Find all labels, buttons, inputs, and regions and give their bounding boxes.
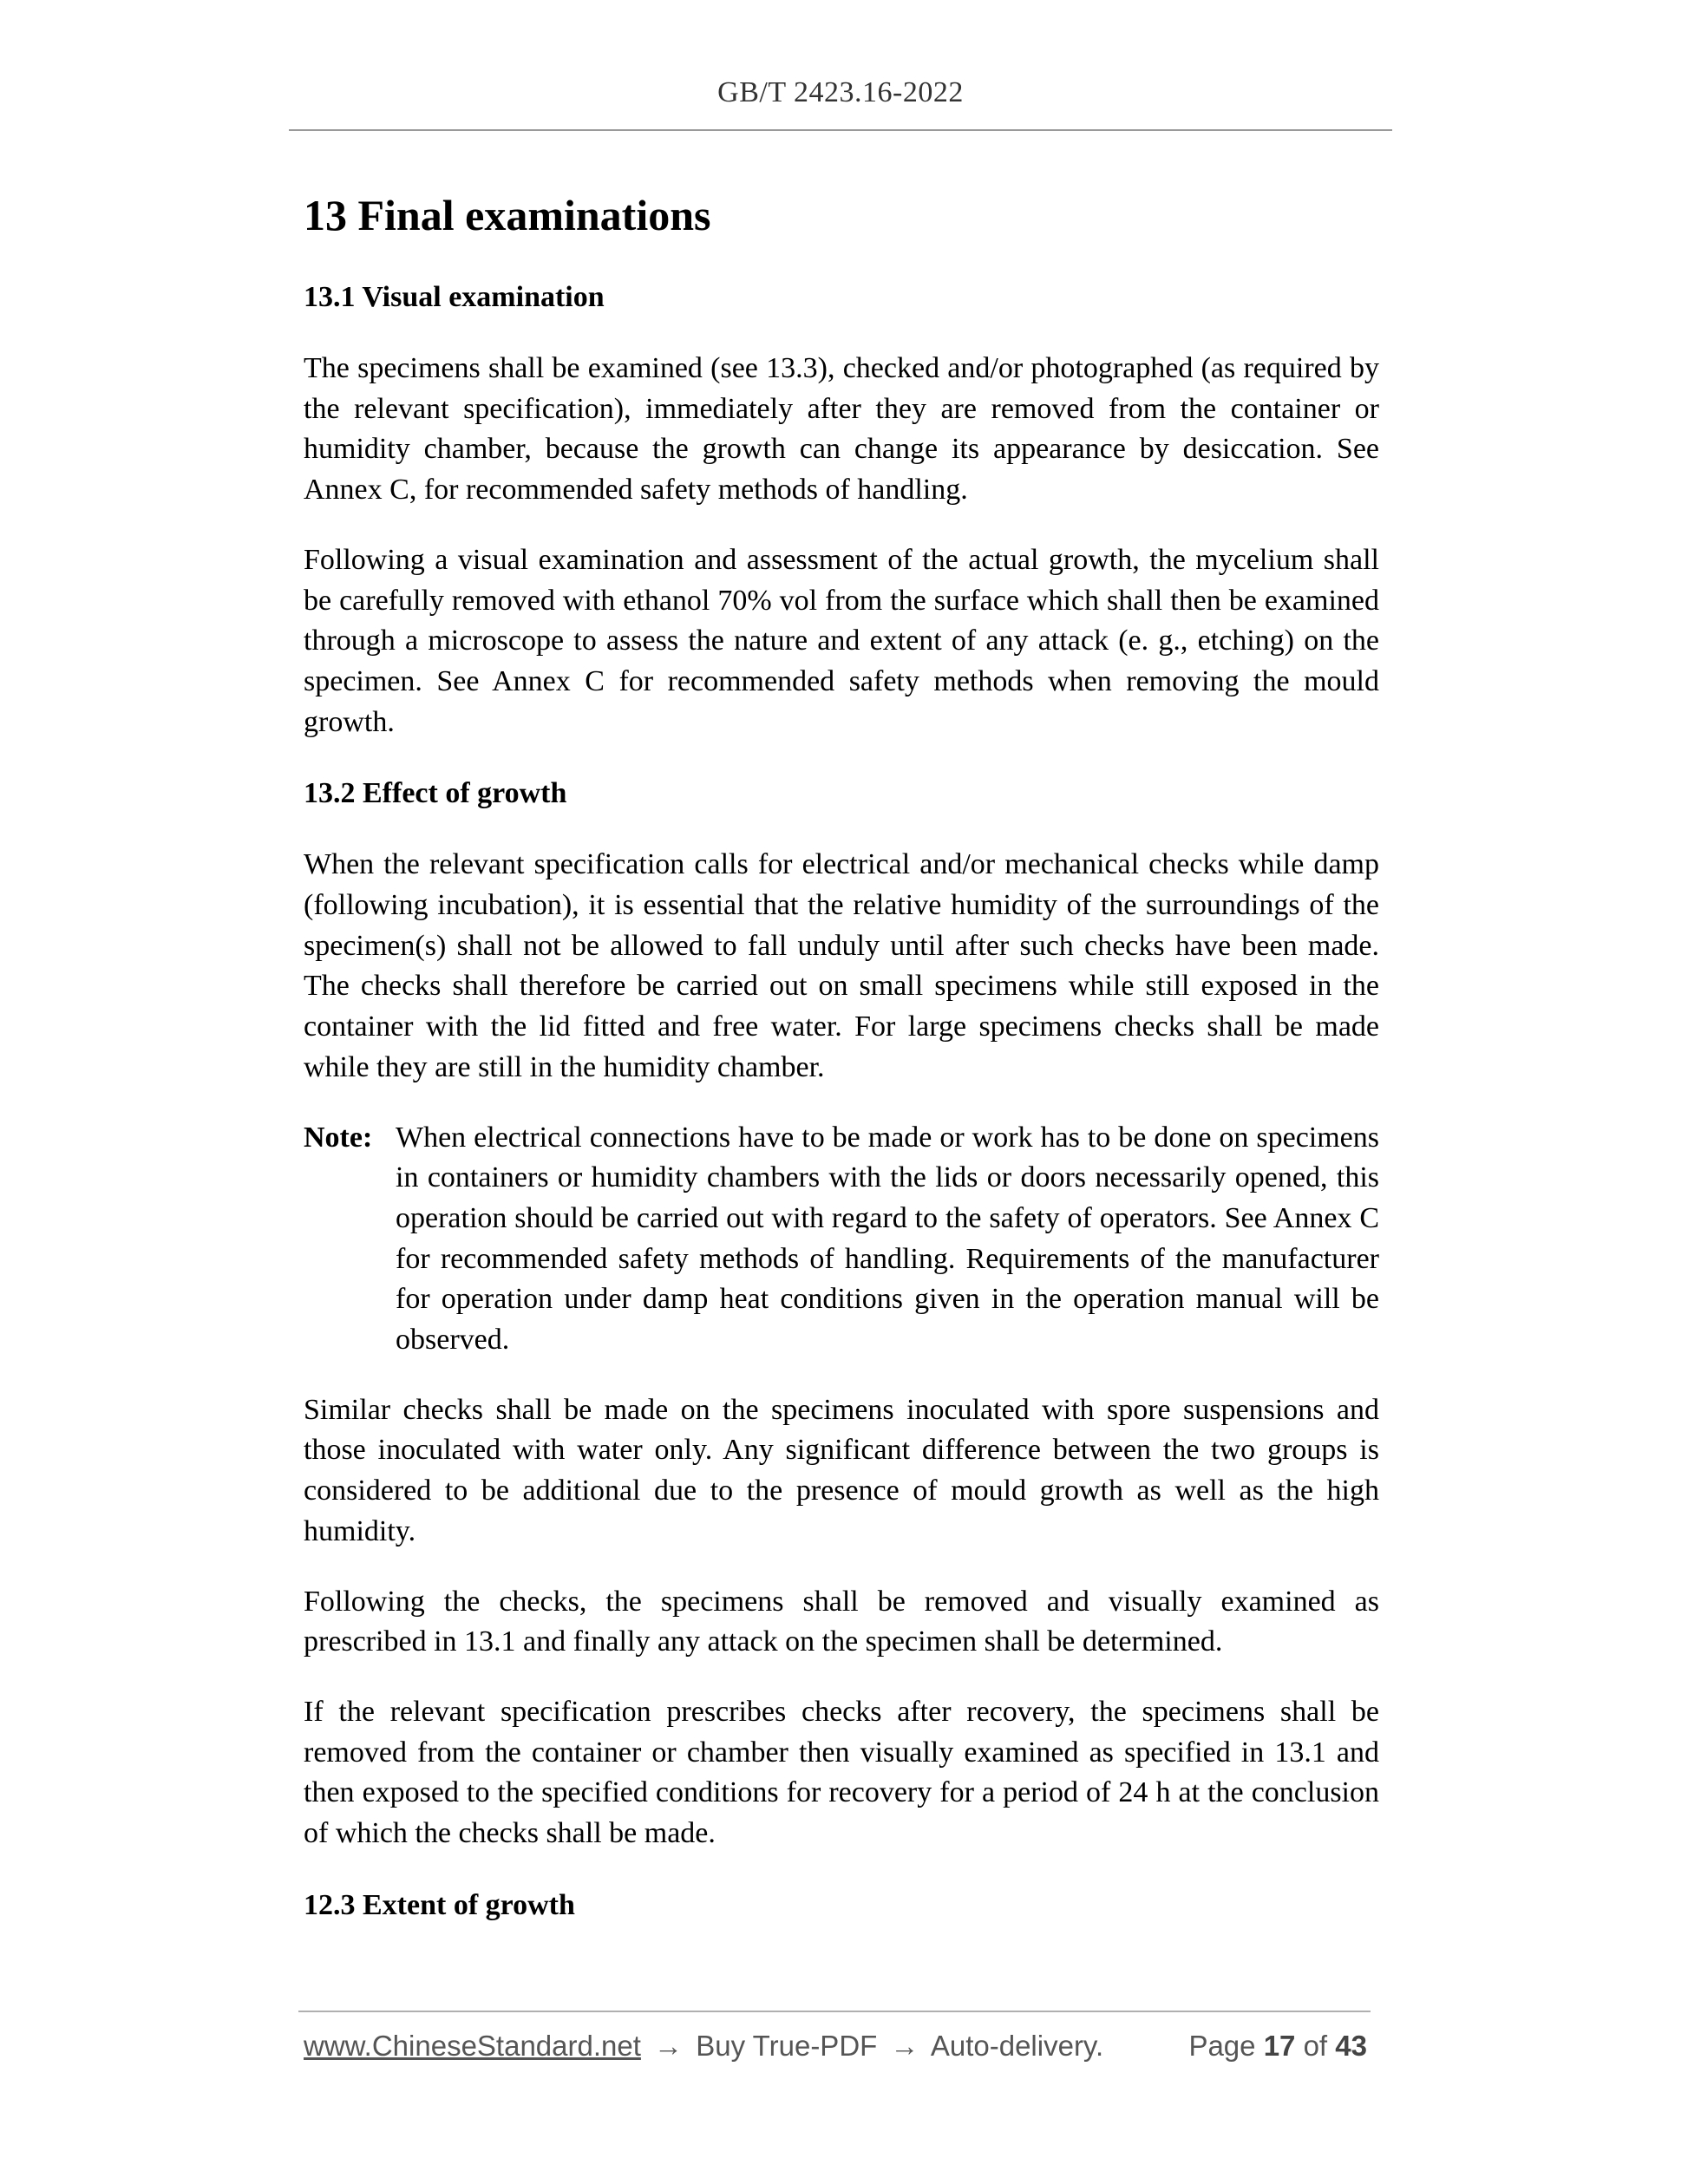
page-body — [304, 173, 1379, 1927]
paragraph: Following the checks, the specimens shall be removed and visually examined as prescribed in 13.1 and finally any attack on the specimen shall be determined. — [304, 1585, 1379, 1658]
paragraph: The specimens shall be examined (see 13.3), checked and/or photographed (as required by the relevant specification), immediately after they are removed from the container or humidity chamber, because the growth can change its appearance by desiccation. See Annex C, for recommended safety methods of handling. — [304, 352, 1379, 507]
current-page-number: 17 — [1263, 2030, 1296, 2062]
auto-delivery-text: Auto-delivery. — [930, 2030, 1104, 2062]
page-label: Page — [1188, 2030, 1256, 2062]
paragraph: Following a visual examination and assessment of the actual growth, the mycelium shall be carefully removed with ethanol 70% vol from the surface which shall then be examined through a microscope to assess the nature and extent of any attack (e. g., etching) on the specimen. See Annex C for recommended safety methods when removing the mould growth. — [304, 543, 1379, 738]
right-arrow-icon: → — [654, 2030, 684, 2062]
right-arrow-icon: → — [890, 2030, 919, 2062]
header-divider — [289, 129, 1392, 131]
subsection-title-visual-examination: 13.1 Visual examination — [304, 281, 605, 313]
buy-pdf-text: Buy True-PDF — [696, 2030, 878, 2062]
page-footer — [304, 2030, 1379, 2068]
subsection-title-extent-of-growth: 12.3 Extent of growth — [304, 1888, 575, 1921]
document-id-header: GB/T 2423.16-2022 — [717, 76, 964, 108]
website-link[interactable]: www.ChineseStandard.net — [304, 2030, 641, 2062]
paragraph: If the relevant specification prescribes checks after recovery, the specimens shall be removed from the container or chamber then visually examined as specified in 13.1 and then exposed to the specified conditions for recovery for a period of 24 h at the conclusion of which the checks shall be made. — [304, 1695, 1379, 1850]
of-label: of — [1303, 2030, 1328, 2062]
note-label: Note: — [304, 1121, 373, 1154]
page-indicator — [1188, 2030, 1367, 2063]
paragraph: When the relevant specification calls for electrical and/or mechanical checks while damp (following incubation), it is essential that the relative humidity of the surroundings of the specimen(s) shall not be allowed to fall unduly until after such checks have been made. The checks shall therefore be carried out on small specimens while still exposed in the container with the lid fitted and free water. For large specimens checks shall be made while they are still in the humidity chamber. — [304, 848, 1379, 1083]
note-block — [304, 1118, 1379, 1361]
footer-promo — [304, 2030, 1103, 2063]
note-text: When electrical connections have to be made or work has to be done on specimens in containers or humidity chambers with the lids or doors necessarily opened, this operation should be carried out with regard to the safety of operators. See Annex C for recommended safety methods of handling. Requirements of the manufacturer for operation under damp heat conditions given in the operation manual will be observed. — [396, 1121, 1379, 1357]
footer-divider — [298, 2011, 1371, 2012]
total-pages-number: 43 — [1335, 2030, 1367, 2062]
subsection-title-effect-of-growth: 13.2 Effect of growth — [304, 777, 567, 810]
section-title: 13 Final examinations — [304, 191, 711, 239]
paragraph: Similar checks shall be made on the specimens inoculated with spore suspensions and those inoculated with water only. Any significant difference between the two groups is considered to be additional due to the presence of mould growth as well as the high humidity. — [304, 1393, 1379, 1547]
